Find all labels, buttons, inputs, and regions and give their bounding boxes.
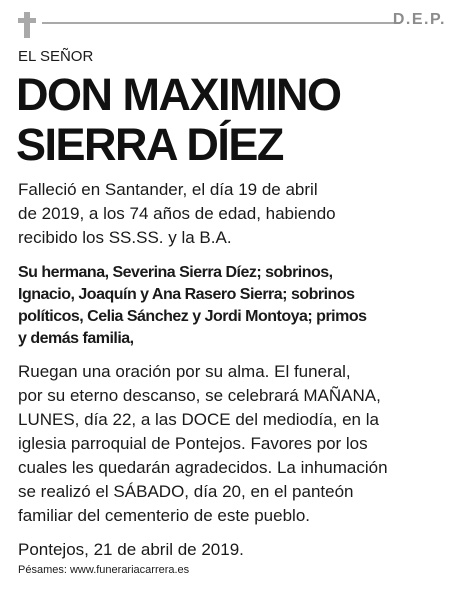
condolences-footer: Pésames: www.funerariacarrera.es (18, 564, 190, 576)
body-line: familiar del cementerio de este pueblo. (18, 506, 310, 525)
family-paragraph (18, 262, 456, 350)
intro-line: recibido los SS.SS. y la B.A. (18, 228, 232, 247)
body-line: se realizó el SÁBADO, día 20, en el panteón (18, 482, 354, 501)
intro-paragraph (18, 178, 456, 250)
cross-icon (18, 12, 36, 38)
body-line: LUNES, día 22, a las DOCE del mediodía, en la (18, 410, 379, 429)
family-line: Su hermana, Severina Sierra Díez; sobrinos, (18, 264, 333, 281)
honorific-label: EL SEÑOR (18, 48, 94, 65)
body-line: Ruegan una oración por su alma. El funeral, (18, 362, 351, 381)
name-line: SIERRA DÍEZ (16, 119, 283, 170)
deceased-name (16, 70, 456, 170)
name-line: DON MAXIMINO (16, 69, 341, 120)
dep-label: D.E.P. (392, 11, 446, 28)
body-line: por su eterno descanso, se celebrará MAÑANA, (18, 386, 381, 405)
family-line: políticos, Celia Sánchez y Jordi Montoya; primos (18, 308, 367, 325)
family-line: Ignacio, Joaquín y Ana Rasero Sierra; sobrinos (18, 286, 355, 303)
intro-line: de 2019, a los 74 años de edad, habiendo (18, 204, 336, 223)
closing-line: Pontejos, 21 de abril de 2019. (18, 540, 244, 559)
body-line: iglesia parroquial de Pontejos. Favores por los (18, 434, 368, 453)
body-line: cuales les quedarán agradecidos. La inhumación (18, 458, 388, 477)
funeral-paragraph (18, 360, 456, 528)
header-rule (42, 22, 400, 24)
family-line: y demás familia, (18, 330, 134, 347)
header-bar (18, 10, 450, 40)
intro-line: Falleció en Santander, el día 19 de abril (18, 180, 318, 199)
